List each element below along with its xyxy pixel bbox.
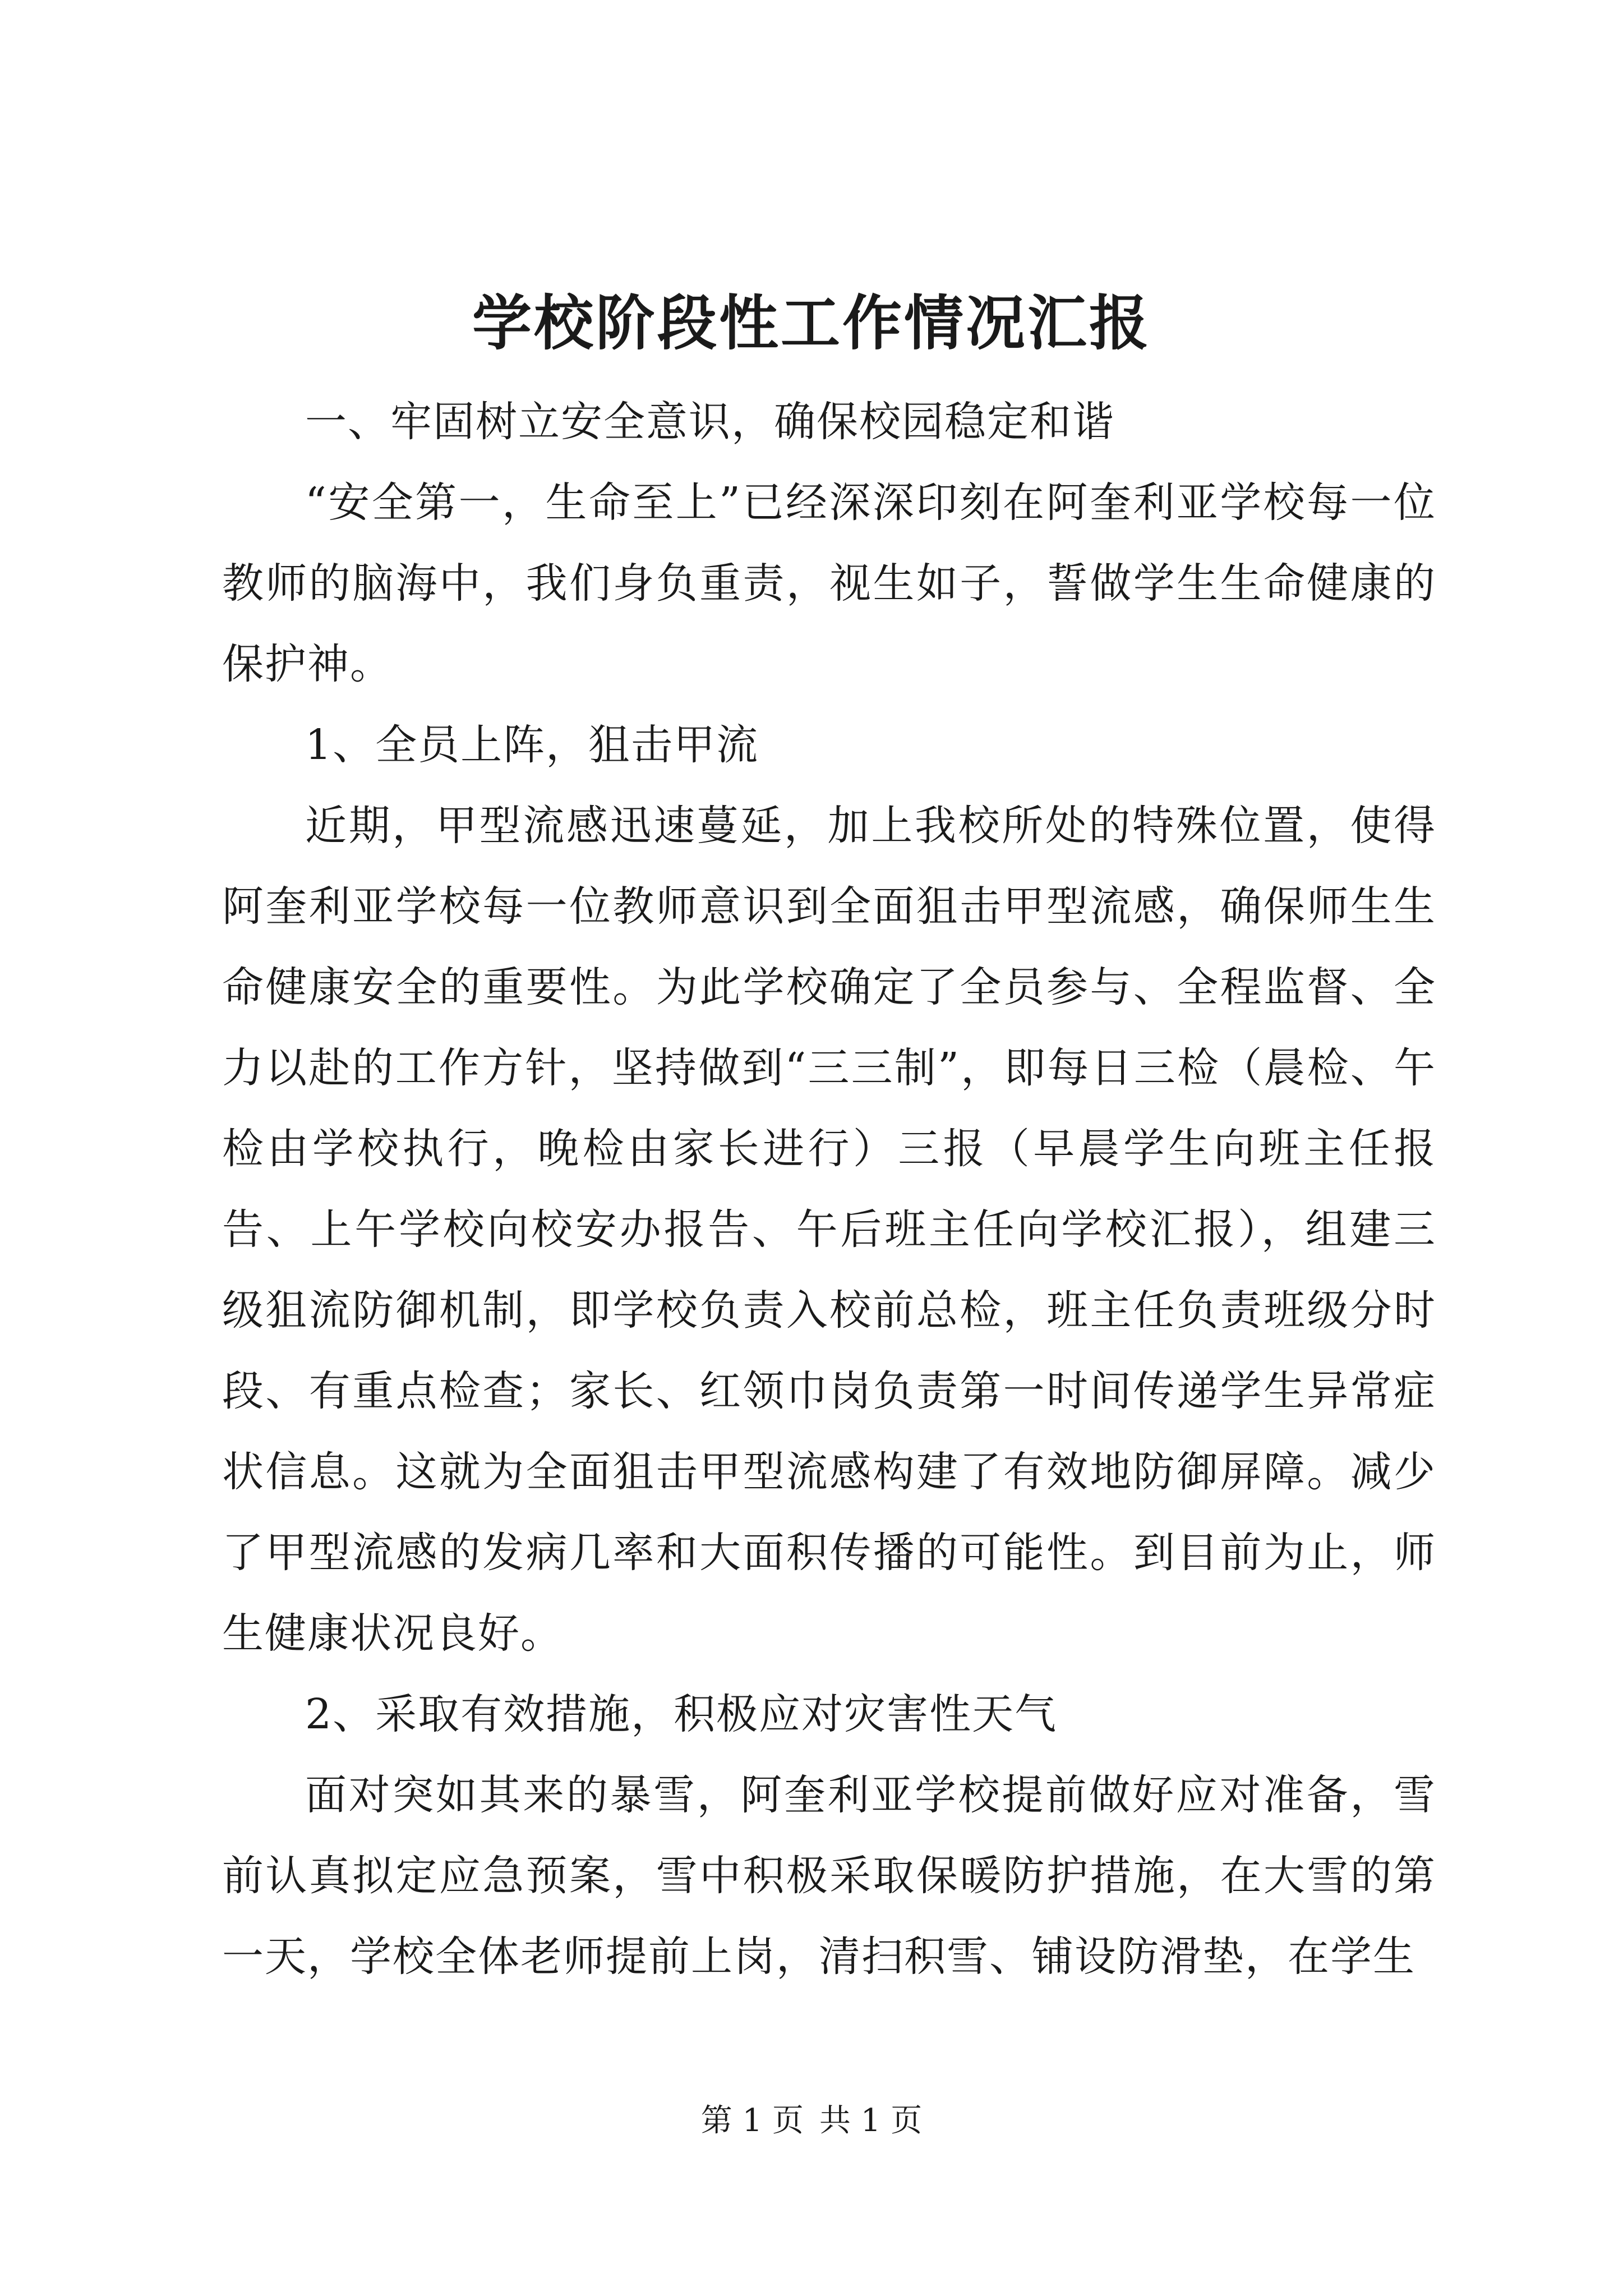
section-heading: 一、牢固树立安全意识，确保校园稳定和谐: [305, 398, 1115, 446]
subsection-heading: 2、采取有效措施，积极应对灾害性天气: [305, 1690, 1058, 1738]
document-body: [222, 381, 1436, 1997]
document-title: 学校阶段性工作情况汇报: [472, 288, 1151, 358]
page-number: 第 1 页: [700, 2102, 804, 2139]
subsection-heading: 1、全员上阵，狙击甲流: [305, 721, 759, 769]
page-footer: [0, 2101, 1623, 2141]
body-paragraph: 近期，甲型流感迅速蔓延，加上我校所处的特殊位置，使得阿奎利亚学校每一位教师意识到全面狙击甲型流感，确保师生生命健康安全的重要性。为此学校确定了全员参与、全程监督、全力以赴的工作方针，坚持做到“三三制”，即每日三检（晨检、午检由学校执行，晚检由家长进行）三报（早晨学生向班主任报告、上午学校向校安办报告、午后班主任向学校汇报），组建三级狙流防御机制，即学校负责入校前总检，班主任负责班级分时段、有重点检查；家长、红领巾岗负责第一时间传递学生异常症状信息。这就为全面狙击甲型流感构建了有效地防御屏障。减少了甲型流感的发病几率和大面积传播的可能性。到目前为止，师生健康状况良好。: [222, 802, 1436, 1658]
page-total: 共 1 页: [819, 2102, 923, 2139]
body-paragraph: 面对突如其来的暴雪，阿奎利亚学校提前做好应对准备，雪前认真拟定应急预案，雪中积极采取保暖防护措施，在大雪的第一天，学校全体老师提前上岗，清扫积雪、铺设防滑垫，在学生: [222, 1771, 1436, 1981]
body-paragraph: “安全第一，生命至上”已经深深印刻在阿奎利亚学校每一位教师的脑海中，我们身负重责，视生如子，誓做学生生命健康的保护神。: [222, 478, 1436, 688]
